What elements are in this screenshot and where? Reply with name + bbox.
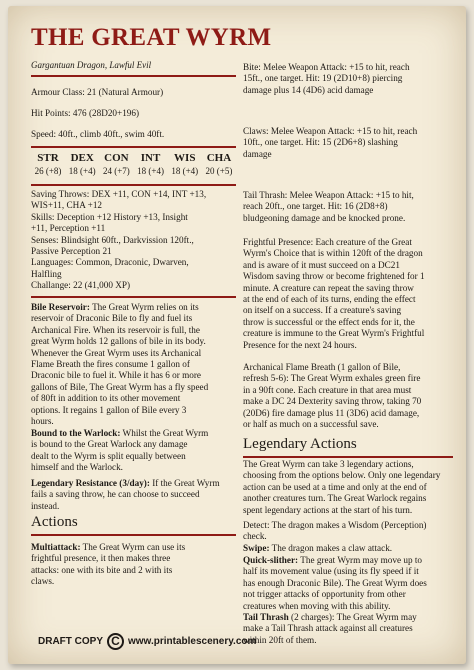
legendary-text: choosing from the options below. Only one legendary bbox=[243, 470, 441, 481]
saving-throws: Saving Throws: DEX +11, CON +14, INT +13, bbox=[31, 189, 207, 199]
action-text: Presence for the next 24 hours. bbox=[243, 339, 357, 350]
action-text: throw is successful or the effect ends for it, the bbox=[243, 316, 415, 327]
action-text: Wisdom saving throw or become frightened for 1 bbox=[243, 271, 425, 282]
ability-value: 18 (+4) bbox=[171, 166, 199, 176]
trait-text: dealt to the Wyrm is split equally between bbox=[31, 450, 186, 461]
languages-cont: Halfling bbox=[31, 268, 62, 279]
hit-points: Hit Points: 476 (28D20+196) bbox=[31, 108, 140, 118]
trait-text: himself and the Warlock. bbox=[31, 462, 123, 473]
ability-label: CON bbox=[104, 152, 129, 164]
action-text: creature is immune to the Great Wyrm's Frightful bbox=[243, 328, 425, 339]
action-text: Bite: Melee Weapon Attack: +15 to hit, reach bbox=[243, 62, 410, 72]
trait-text: Whenever the Great Wyrm uses its Archanical bbox=[31, 347, 202, 358]
ability-label: INT bbox=[140, 152, 161, 164]
action-tail-thrash bbox=[243, 190, 459, 224]
action-text: at the end of each of its turns, ending the effect bbox=[243, 294, 416, 305]
languages: Languages: Common, Draconic, Dwarven, bbox=[31, 257, 189, 268]
saving-throws-cont: WIS+11, CHA +12 bbox=[31, 200, 103, 211]
ability-value: 20 (+5) bbox=[205, 166, 233, 176]
legendary-text: half its movement value (using its fly speed if it bbox=[243, 566, 419, 577]
trait-text: options. It regains 1 gallon of Bile every 3 bbox=[31, 404, 187, 415]
action-text: Tail Thrash: Melee Weapon Attack: +15 to hit, bbox=[243, 190, 414, 200]
action-text: refresh 5-6): The Great Wyrm exhales green fire bbox=[243, 373, 421, 384]
action-text: or half as much on a successful save. bbox=[243, 419, 379, 430]
armour-class: Armour Class: 21 (Natural Armour) bbox=[31, 87, 164, 97]
trait-text: fails a saving throw, he can choose to succeed bbox=[31, 489, 200, 500]
trait-text: great Wyrm holds 12 gallons of bile in its body. bbox=[31, 336, 206, 347]
legendary-text: check. bbox=[243, 531, 267, 542]
ability-value: 26 (+8) bbox=[34, 166, 62, 176]
legendary-text: action can be used at a time and only at the end of bbox=[243, 481, 427, 492]
senses: Senses: Blindsight 60ft., Darkvission 120ft., bbox=[31, 234, 194, 245]
trait-bile-reservoir bbox=[31, 302, 241, 427]
trait-bound-to-warlock bbox=[31, 428, 241, 474]
legendary-text: The Great Wyrm can take 3 legendary actions, bbox=[243, 459, 414, 469]
action-text: (20D6) fire damage plus 11 (3D6) acid damage, bbox=[243, 407, 420, 418]
action-name: Multiattack: bbox=[31, 542, 81, 552]
trait-text: reservoir of Draconic Bile to fly and fuel its bbox=[31, 313, 193, 324]
action-text: Claws: Melee Weapon Attack: +15 to hit, reach bbox=[243, 126, 418, 136]
trait-name: Legendary Resistance (3/day): bbox=[31, 478, 150, 488]
divider-legendary bbox=[243, 456, 453, 458]
legendary-quick-slither bbox=[243, 555, 459, 612]
divider-actions bbox=[31, 534, 236, 536]
legendary-text: The great Wyrm may move up to bbox=[298, 555, 422, 565]
legendary-text: within 20ft of them. bbox=[243, 634, 317, 645]
trait-text: Whilst the Great Wyrm bbox=[120, 428, 209, 438]
draft-label: DRAFT COPY bbox=[38, 636, 103, 647]
legendary-actions-heading: Legendary Actions bbox=[243, 436, 357, 452]
legendary-text: make a Tail Thrash attack against all creatures bbox=[243, 623, 413, 634]
legendary-text: creatures when moving with this ability. bbox=[243, 600, 391, 611]
action-text: in a 90ft cone. Each creature in that area must bbox=[243, 384, 412, 395]
action-text: frightful presence, it then makes three bbox=[31, 553, 171, 564]
action-text: Archanical Flame Breath (1 gallon of Bile, bbox=[243, 362, 401, 372]
action-text: damage bbox=[243, 148, 272, 159]
ability-label: WIS bbox=[174, 152, 196, 164]
trait-name: Bound to the Warlock: bbox=[31, 428, 121, 438]
trait-text: If the Great Wyrm bbox=[149, 478, 220, 488]
trait-text: gallons of Bile, The Great Wyrm has a fly speed bbox=[31, 381, 209, 392]
trait-text: Archanical Fire. When its reservoir is full, the bbox=[31, 324, 200, 335]
trait-text: hours. bbox=[31, 416, 54, 427]
legendary-text: has enough Draconic Bile). The Great Wyrm does bbox=[243, 577, 427, 588]
ability-label: CHA bbox=[206, 152, 232, 164]
traits bbox=[31, 189, 241, 292]
action-text: reach 20ft., one target. Hit: 16 (2D8+8) bbox=[243, 201, 388, 212]
copyright-icon: C bbox=[107, 633, 124, 650]
creature-type: Gargantuan Dragon, Lawful Evil bbox=[31, 60, 152, 70]
senses-cont: Passive Perception 21 bbox=[31, 246, 112, 257]
action-claws bbox=[243, 126, 459, 160]
trait-text: Flame Breath the fires consume 1 gallon of bbox=[31, 359, 190, 370]
action-text: bludgeoning damage and be knocked prone. bbox=[243, 212, 406, 223]
action-text: attacks: one with its bite and 2 with its bbox=[31, 564, 173, 575]
trait-text: instead. bbox=[31, 500, 60, 511]
site-link[interactable]: www.printablescenery.com bbox=[128, 636, 257, 647]
trait-text: Draconic bile to fuel it. While it has 6 or more bbox=[31, 370, 202, 381]
legendary-name: Tail Thrash bbox=[243, 612, 289, 622]
skills: Skills: Deception +12 History +13, Insight bbox=[31, 211, 188, 222]
ability-label: STR bbox=[37, 152, 59, 164]
legendary-name: Swipe: bbox=[243, 543, 270, 553]
ability-scores bbox=[31, 152, 236, 176]
legendary-swipe bbox=[243, 543, 459, 554]
action-text: 15ft., one target. Hit: 19 (2D10+8) piercing bbox=[243, 73, 403, 84]
trait-name: Bile Reservoir: bbox=[31, 302, 90, 312]
trait-legendary-resistance bbox=[31, 478, 241, 512]
action-text: on itself on a success. If a creature's saving bbox=[243, 305, 402, 316]
action-text: minute. A creature can repeat the saving throw bbox=[243, 282, 414, 293]
page-title: THE GREAT WYRM bbox=[31, 24, 272, 51]
legendary-tail-thrash bbox=[243, 612, 459, 646]
action-text: Wyrm's Choice that is within 120ft of the dragon bbox=[243, 248, 423, 259]
action-text: damage plus 14 (4D6) acid damage bbox=[243, 84, 374, 95]
legendary-text: (2 charges): The Great Wyrm may bbox=[288, 612, 417, 622]
ability-values bbox=[31, 166, 236, 176]
ability-value: 18 (+4) bbox=[68, 166, 96, 176]
action-frightful-presence bbox=[243, 237, 459, 351]
action-text: make a DC 24 Dexterity saving throw, taking 70 bbox=[243, 396, 422, 407]
legendary-text: another creatures turn. The Great Warlock regains bbox=[243, 493, 427, 504]
legendary-text: Detect: The dragon makes a Wisdom (Perception) bbox=[243, 520, 427, 530]
divider-traits bbox=[31, 296, 236, 298]
legendary-text: spent legendary actions at the start of his turn. bbox=[243, 504, 413, 515]
action-text: Frightful Presence: Each creature of the Great bbox=[243, 237, 412, 247]
skills-cont: +11, Perception +11 bbox=[31, 223, 106, 234]
trait-text: is bound to the Great Warlock any damage bbox=[31, 439, 188, 450]
legendary-intro bbox=[243, 459, 459, 516]
divider-abilities-top bbox=[31, 146, 236, 148]
divider-abilities-bottom bbox=[31, 184, 236, 186]
action-archanical-flame-breath bbox=[243, 362, 459, 430]
legendary-text: The dragon makes a claw attack. bbox=[269, 543, 393, 553]
action-text: 10ft., one target. Hit: 15 (2D6+8) slashing bbox=[243, 137, 398, 148]
legendary-detect bbox=[243, 520, 459, 543]
action-text: claws. bbox=[31, 576, 55, 587]
action-multiattack bbox=[31, 542, 241, 588]
action-text: and is aware of it must succeed on a DC21 bbox=[243, 259, 400, 270]
challenge: Challange: 22 (41,000 XP) bbox=[31, 280, 131, 291]
ability-label: DEX bbox=[70, 152, 94, 164]
trait-text: The Great Wyrm relies on its bbox=[89, 302, 199, 312]
ability-labels bbox=[31, 152, 236, 164]
divider-top bbox=[31, 75, 236, 77]
ability-value: 18 (+4) bbox=[137, 166, 164, 176]
speed: Speed: 40ft., climb 40ft., swim 40ft. bbox=[31, 129, 165, 139]
trait-text: of 80ft in addition to its other movement bbox=[31, 393, 181, 404]
actions-heading: Actions bbox=[31, 514, 78, 530]
footer bbox=[38, 633, 256, 650]
action-text: The Great Wyrm can use its bbox=[80, 542, 186, 552]
legendary-name: Quick-slither: bbox=[243, 555, 299, 565]
action-bite bbox=[243, 62, 459, 96]
legendary-text: not trigger attacks of opportunity from other bbox=[243, 589, 406, 600]
ability-value: 24 (+7) bbox=[102, 166, 130, 176]
